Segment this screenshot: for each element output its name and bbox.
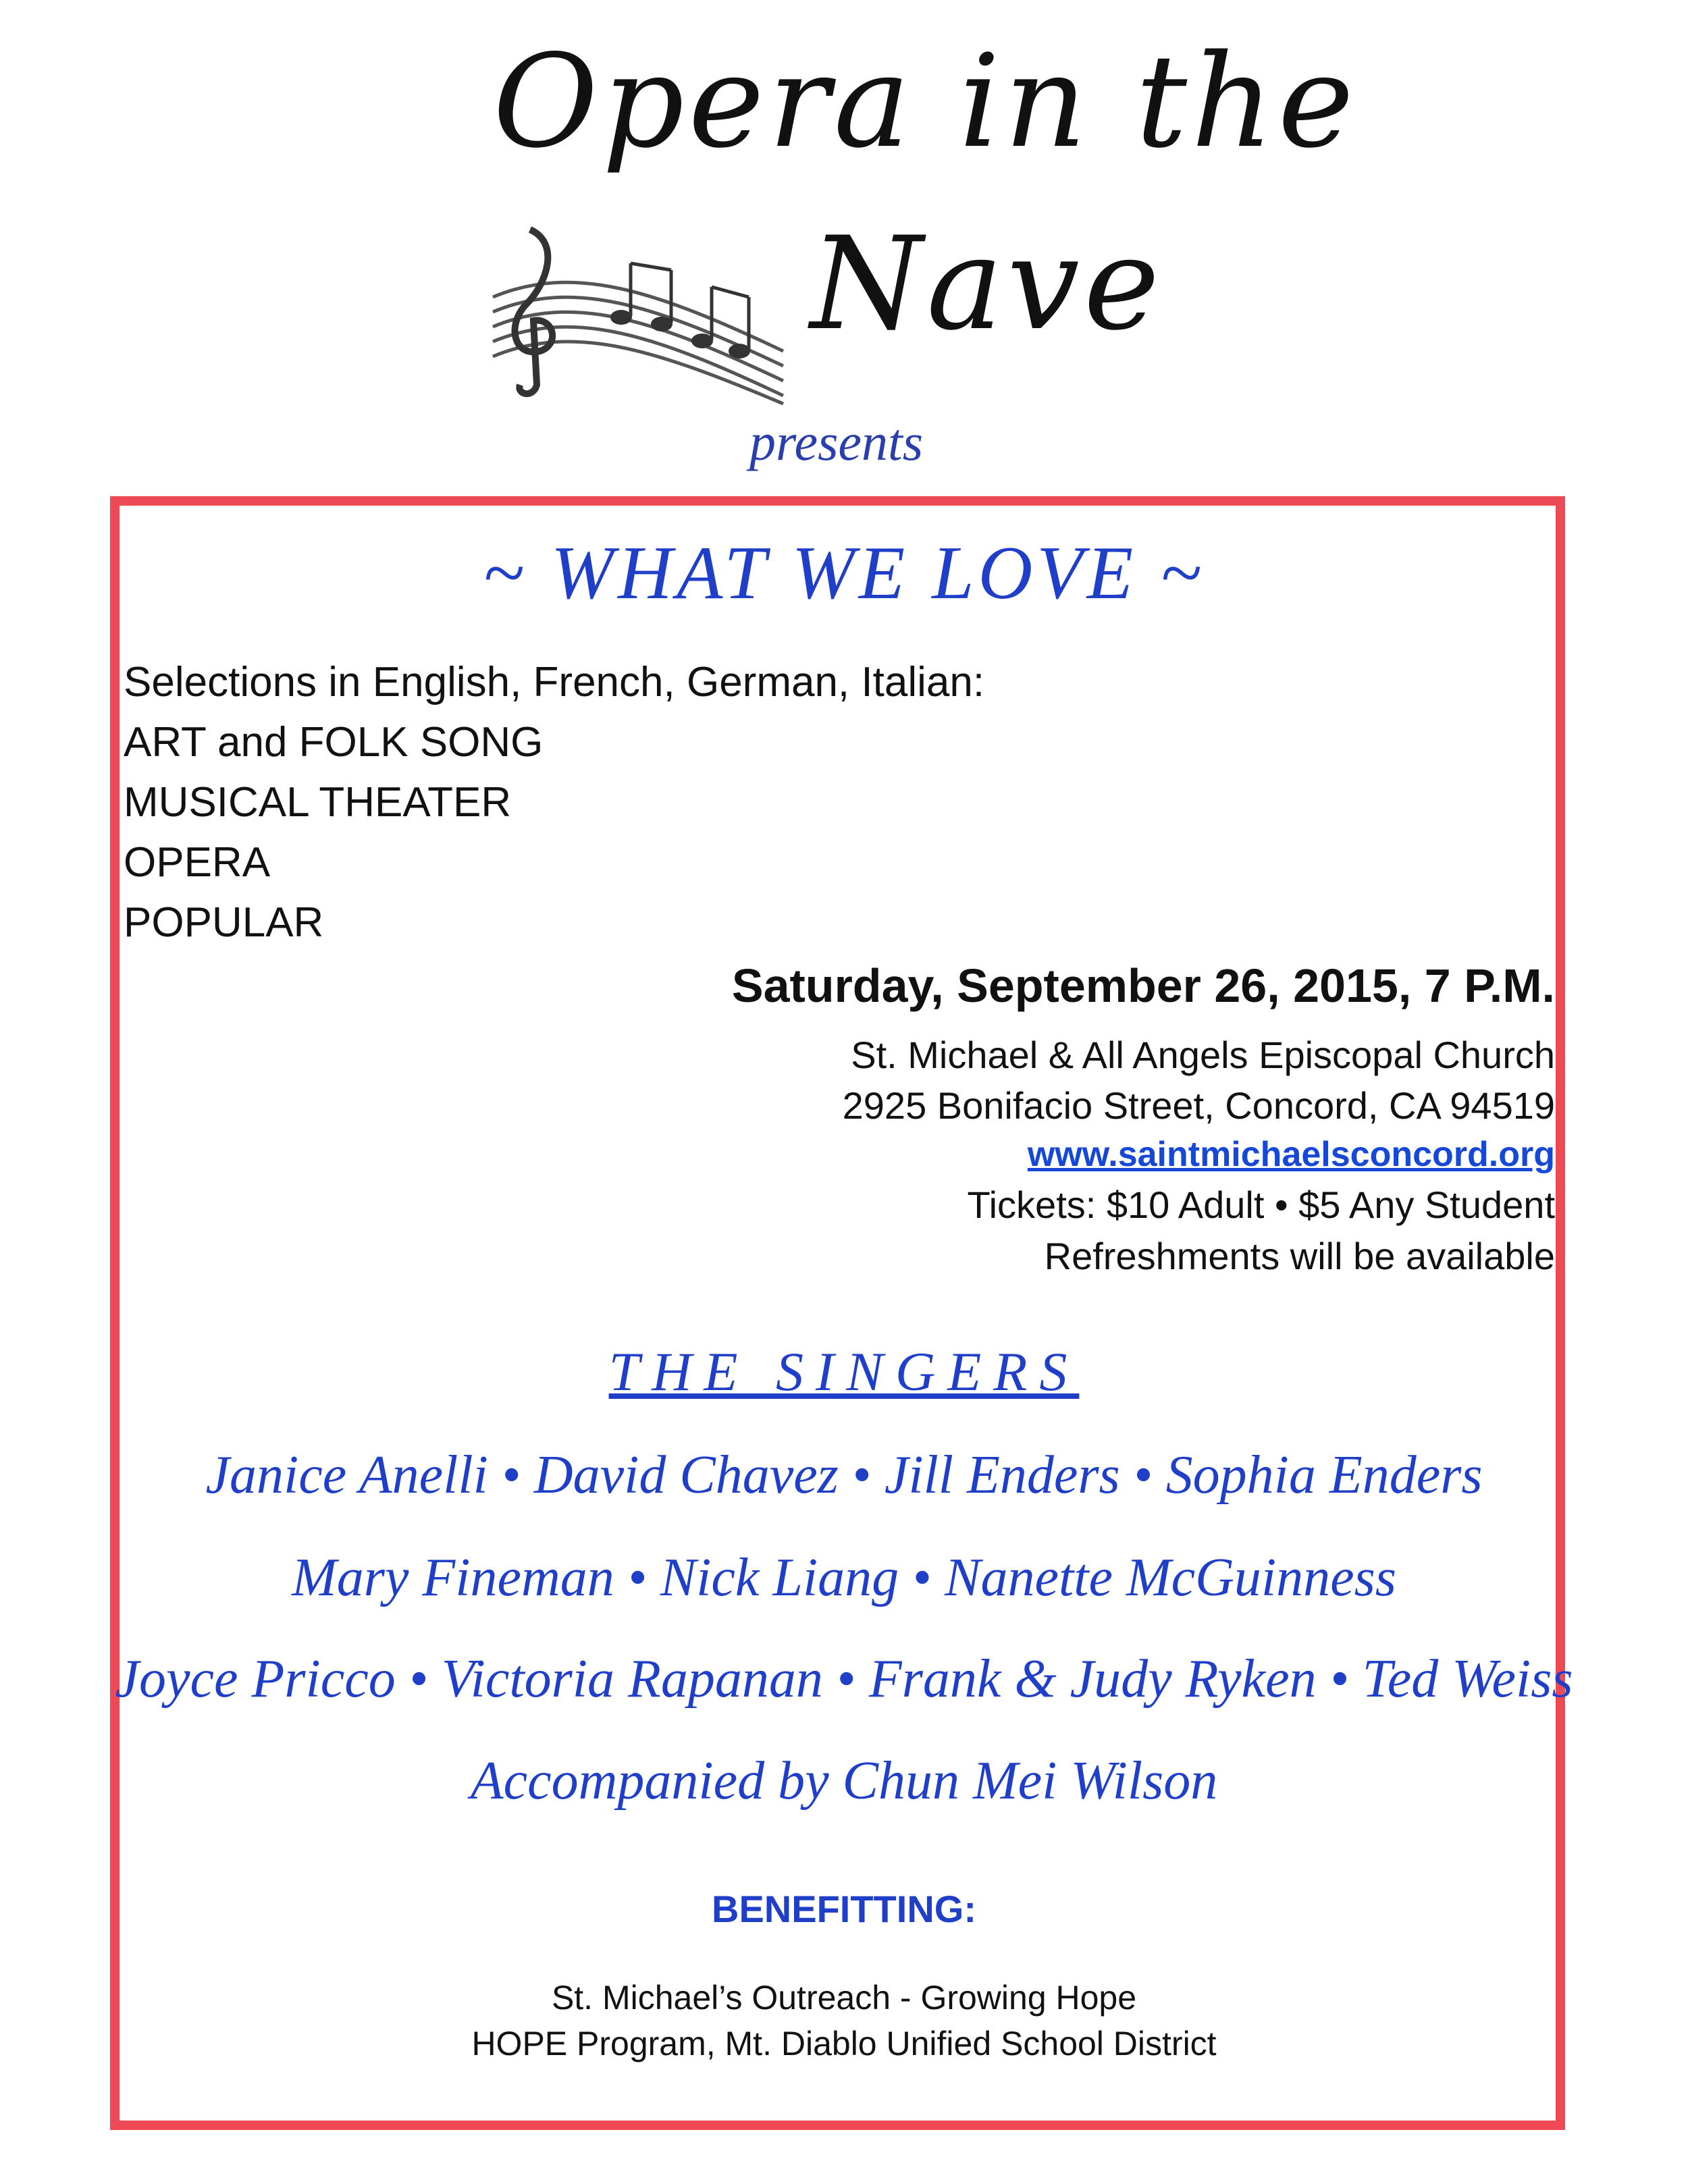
presents-label: presents (749, 412, 924, 471)
title-line-2: Nave (810, 209, 1164, 358)
genre-item: ART and FOLK SONG (124, 719, 544, 766)
singers-row: Joyce Pricco • Victoria Rapanan • Frank & Judy Ryken • Ted Weiss (115, 1649, 1573, 1709)
genre-item: OPERA (124, 839, 271, 886)
genre-item: POPULAR (124, 899, 324, 946)
event-date: Saturday, September 26, 2015, 7 P.M. (731, 959, 1555, 1012)
benefit-heading: BENEFITTING: (712, 1888, 976, 1930)
singers-row: Mary Fineman • Nick Liang • Nanette McGuinness (292, 1548, 1396, 1607)
accompanist-line: Accompanied by Chun Mei Wilson (470, 1751, 1218, 1811)
benefit-line: St. Michael’s Outreach - Growing Hope (551, 1979, 1137, 2017)
ticket-prices: Tickets: $10 Adult • $5 Any Student (967, 1183, 1555, 1226)
refreshments-note: Refreshments will be available (1044, 1235, 1555, 1277)
singers-heading: THE SINGERS (608, 1341, 1080, 1402)
event-venue: St. Michael & All Angels Episcopal Church (851, 1034, 1555, 1076)
singers-row: Janice Anelli • David Chavez • Jill Enders • Sophia Enders (205, 1445, 1483, 1505)
event-address: 2925 Bonifacio Street, Concord, CA 94519 (842, 1084, 1555, 1127)
program-languages: Selections in English, French, German, Italian: (124, 659, 985, 705)
music-staff-icon (466, 182, 803, 405)
concert-headline: ~ WHAT WE LOVE ~ (483, 531, 1205, 615)
genre-item: MUSICAL THEATER (124, 779, 512, 826)
website-link[interactable]: www.saintmichaelsconcord.org (1027, 1135, 1555, 1174)
benefit-line: HOPE Program, Mt. Diablo Unified School District (471, 2025, 1217, 2062)
title-line-1: Opera in the (493, 27, 1359, 176)
